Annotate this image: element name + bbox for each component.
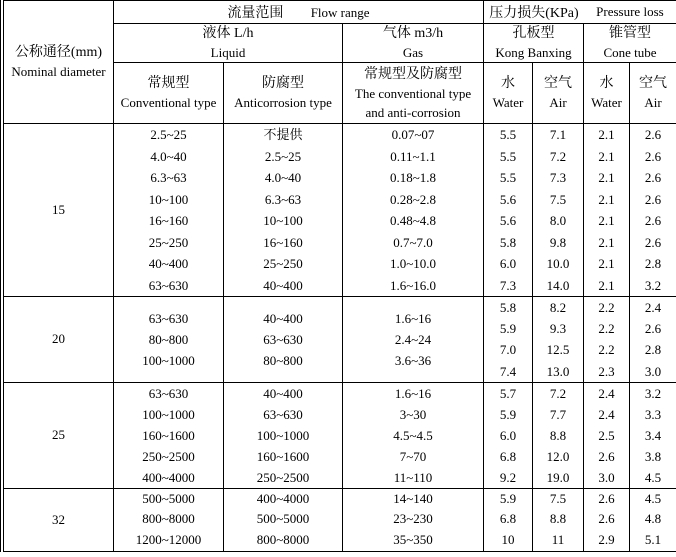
cell-line: 7.3 (533, 167, 583, 189)
pressure-loss-header (484, 1, 676, 24)
cell-line: 5.6 (484, 189, 532, 211)
cell-line: 9.3 (533, 318, 583, 339)
diameter-cell: 15 (4, 124, 114, 297)
diameter-cell: 25 (4, 382, 114, 488)
cell-line: 250~2500 (224, 467, 342, 488)
cell-line: 2.6 (630, 124, 676, 146)
anticorrosion-flow-cell (224, 124, 343, 297)
cell-line: 7.7 (533, 404, 583, 425)
cell-line: 35~350 (343, 530, 483, 551)
conventional-en: Conventional type (114, 93, 223, 112)
cell-line: 6.0 (484, 253, 532, 275)
cell-line: 25~250 (114, 232, 223, 254)
diameter-block-row (4, 382, 676, 488)
cell-line: 2.4 (584, 383, 629, 404)
cell-line: 2.9 (584, 530, 629, 551)
cell-line: 2.5 (584, 425, 629, 446)
cell-line: 16~160 (114, 210, 223, 232)
cell-line: 2.4 (584, 404, 629, 425)
diameter-cell: 20 (4, 297, 114, 383)
cell-line: 63~630 (114, 308, 223, 329)
cell-line: 5.1 (630, 530, 676, 551)
cell-line: 2.1 (584, 146, 629, 168)
cell-line: 7.2 (533, 146, 583, 168)
orifice-air-cell (533, 124, 584, 297)
gas-type-en1: The conventional type (343, 84, 483, 103)
cell-line: 2.6 (584, 446, 629, 467)
cell-line: 1.6~16.0 (343, 275, 483, 297)
cell-line: 0.18~1.8 (343, 167, 483, 189)
table-body (4, 124, 676, 552)
cell-line: 0.48~4.8 (343, 210, 483, 232)
cell-line: 19.0 (533, 467, 583, 488)
cell-line: 6.8 (484, 446, 532, 467)
cell-line: 10.0 (533, 253, 583, 275)
orifice-plate-zh: 孔板型 (484, 24, 583, 43)
cell-line: 7.3 (484, 275, 532, 297)
water-en: Water (484, 93, 532, 112)
cell-line: 2.6 (584, 509, 629, 530)
diameter-block-row (4, 488, 676, 551)
cell-line: 63~630 (114, 383, 223, 404)
conventional-flow-cell (114, 488, 224, 551)
orifice-water-cell (484, 488, 533, 551)
nominal-diameter-header (4, 1, 114, 124)
cell-line: 2.1 (584, 232, 629, 254)
pressure-loss-zh: 压力损失(KPa) (489, 6, 578, 21)
cell-line: 63~630 (114, 275, 223, 297)
cell-line: 40~400 (224, 308, 342, 329)
orifice-water-cell (484, 297, 533, 383)
cell-line: 7.5 (533, 489, 583, 510)
cell-line: 12.0 (533, 446, 583, 467)
cell-line: 7.2 (533, 383, 583, 404)
conventional-type-header (114, 63, 224, 124)
cell-line: 5.8 (484, 297, 532, 318)
gas-type-header (343, 63, 484, 124)
air-en: Air (533, 93, 583, 112)
liquid-zh: 液体 L/h (114, 24, 342, 43)
liquid-en: Liquid (114, 43, 342, 62)
cell-line: 0.11~1.1 (343, 146, 483, 168)
cell-line: 7.0 (484, 339, 532, 360)
cell-line: 100~1000 (114, 404, 223, 425)
air-zh: 空气 (630, 74, 676, 93)
cell-line: 5.5 (484, 146, 532, 168)
cell-line: 4.0~40 (224, 167, 342, 189)
cell-line: 40~400 (114, 253, 223, 275)
orifice-air-cell (533, 488, 584, 551)
water-en: Water (584, 93, 629, 112)
cell-line: 2.4 (630, 297, 676, 318)
conventional-flow-cell (114, 124, 224, 297)
anticorrosion-en: Anticorrosion type (224, 93, 342, 112)
cell-line: 5.9 (484, 404, 532, 425)
cell-line: 800~8000 (224, 530, 342, 551)
cell-line: 9.8 (533, 232, 583, 254)
cell-line: 8.0 (533, 210, 583, 232)
cell-line: 3.0 (630, 361, 676, 382)
cell-line: 2.6 (630, 318, 676, 339)
cell-line: 7.1 (533, 124, 583, 146)
cell-line: 80~800 (224, 350, 342, 371)
cell-line: 5.9 (484, 489, 532, 510)
cell-line: 2.6 (584, 489, 629, 510)
diameter-cell: 32 (4, 488, 114, 551)
orifice-plate-header (484, 24, 584, 63)
cell-line: 10 (484, 530, 532, 551)
cell-line: 0.28~2.8 (343, 189, 483, 211)
header-row-1 (4, 1, 676, 24)
cell-line: 2.2 (584, 297, 629, 318)
cone-water-cell (584, 297, 630, 383)
cell-line: 23~230 (343, 509, 483, 530)
cell-line: 500~5000 (114, 489, 223, 510)
cell-line: 2.2 (584, 339, 629, 360)
cell-line: 5.9 (484, 318, 532, 339)
cell-line: 2.6 (630, 210, 676, 232)
cell-line: 4.0~40 (114, 146, 223, 168)
cell-line: 100~1000 (224, 425, 342, 446)
cone-air-cell (630, 297, 676, 383)
cell-line: 16~160 (224, 232, 342, 254)
cell-line: 11 (533, 530, 583, 551)
cone-tube-zh: 锥管型 (584, 24, 676, 43)
cell-line: 5.8 (484, 232, 532, 254)
cell-line: 2.2 (584, 318, 629, 339)
cell-line: 80~800 (114, 329, 223, 350)
anticorrosion-flow-cell (224, 488, 343, 551)
flow-range-header (114, 1, 484, 24)
gas-en: Gas (343, 43, 483, 62)
gas-type-en2: and anti-corrosion (343, 103, 483, 122)
cone-air-cell (630, 124, 676, 297)
nominal-diameter-en: Nominal diameter (4, 62, 113, 81)
cell-line: 6.3~63 (114, 167, 223, 189)
liquid-header (114, 24, 343, 63)
cell-line: 12.5 (533, 339, 583, 360)
flow-range-pressure-loss-table (3, 0, 676, 552)
cell-line: 2.6 (630, 189, 676, 211)
nominal-diameter-zh: 公称通径(mm) (4, 43, 113, 62)
cell-line: 9.2 (484, 467, 532, 488)
anticorrosion-type-header (224, 63, 343, 124)
cell-line: 11~110 (343, 467, 483, 488)
gas-flow-cell (343, 382, 484, 488)
cell-line: 14.0 (533, 275, 583, 297)
cell-line: 2.5~25 (224, 146, 342, 168)
cell-line: 8.8 (533, 425, 583, 446)
cell-line: 7~70 (343, 446, 483, 467)
cell-line: 0.07~07 (343, 124, 483, 146)
cell-line: 5.7 (484, 383, 532, 404)
cone-water-cell (584, 124, 630, 297)
cell-line: 160~1600 (114, 425, 223, 446)
cell-line: 3.2 (630, 383, 676, 404)
table-header (4, 1, 676, 124)
pressure-loss-en: Pressure loss (596, 4, 664, 19)
cell-line: 3.0 (584, 467, 629, 488)
cell-line: 4.5~4.5 (343, 425, 483, 446)
cone-water-cell (584, 488, 630, 551)
cell-line: 3.6~36 (343, 350, 483, 371)
orifice-water-header (484, 63, 533, 124)
cell-line: 8.2 (533, 297, 583, 318)
gas-flow-cell (343, 297, 484, 383)
conventional-flow-cell (114, 382, 224, 488)
cell-line: 3.4 (630, 425, 676, 446)
cell-line: 7.5 (533, 189, 583, 211)
cell-line: 63~630 (224, 404, 342, 425)
cell-line: 40~400 (224, 383, 342, 404)
cell-line: 3~30 (343, 404, 483, 425)
cell-line: 10~100 (224, 210, 342, 232)
cell-line: 0.7~7.0 (343, 232, 483, 254)
cell-line: 500~5000 (224, 509, 342, 530)
air-zh: 空气 (533, 74, 583, 93)
anticorrosion-flow-cell (224, 297, 343, 383)
cell-line: 2.1 (584, 167, 629, 189)
cone-water-header (584, 63, 630, 124)
anticorrosion-flow-cell (224, 382, 343, 488)
cell-line: 40~400 (224, 275, 342, 297)
cell-line: 4.5 (630, 467, 676, 488)
cell-line: 1.0~10.0 (343, 253, 483, 275)
cell-line: 1200~12000 (114, 530, 223, 551)
water-zh: 水 (484, 74, 532, 93)
cell-line: 1.6~16 (343, 308, 483, 329)
cell-line: 5.5 (484, 167, 532, 189)
cell-line: 13.0 (533, 361, 583, 382)
flow-range-en: Flow range (311, 5, 370, 20)
cone-air-cell (630, 382, 676, 488)
cell-line: 3.8 (630, 446, 676, 467)
orifice-water-cell (484, 124, 533, 297)
cell-line: 63~630 (224, 329, 342, 350)
cell-line: 100~1000 (114, 350, 223, 371)
cell-line: 5.5 (484, 124, 532, 146)
gas-type-zh: 常规型及防腐型 (343, 65, 483, 84)
cell-line: 10~100 (114, 189, 223, 211)
cell-line: 不提供 (224, 124, 342, 146)
gas-header (343, 24, 484, 63)
cell-line: 4.5 (630, 489, 676, 510)
gas-flow-cell (343, 488, 484, 551)
cell-line: 4.8 (630, 509, 676, 530)
air-en: Air (630, 93, 676, 112)
cone-water-cell (584, 382, 630, 488)
cell-line: 2.6 (630, 167, 676, 189)
diameter-block-row (4, 124, 676, 297)
gas-zh: 气体 m3/h (343, 24, 483, 43)
cell-line: 7.4 (484, 361, 532, 382)
cell-line: 3.3 (630, 404, 676, 425)
orifice-air-header (533, 63, 584, 124)
cone-tube-header (584, 24, 676, 63)
orifice-air-cell (533, 382, 584, 488)
orifice-plate-en: Kong Banxing (484, 43, 583, 62)
cell-line: 400~4000 (224, 489, 342, 510)
cell-line: 25~250 (224, 253, 342, 275)
cell-line: 2.1 (584, 124, 629, 146)
cell-line: 2.8 (630, 253, 676, 275)
cone-air-header (630, 63, 676, 124)
flow-range-zh: 流量范围 (227, 6, 283, 21)
cell-line: 5.6 (484, 210, 532, 232)
cone-tube-en: Cone tube (584, 43, 676, 62)
cell-line: 800~8000 (114, 509, 223, 530)
cell-line: 6.0 (484, 425, 532, 446)
orifice-air-cell (533, 297, 584, 383)
cell-line: 6.8 (484, 509, 532, 530)
cell-line: 2.8 (630, 339, 676, 360)
cell-line: 2.4~24 (343, 329, 483, 350)
anticorrosion-zh: 防腐型 (224, 74, 342, 93)
cell-line: 3.2 (630, 275, 676, 297)
cone-air-cell (630, 488, 676, 551)
cell-line: 1.6~16 (343, 383, 483, 404)
cell-line: 14~140 (343, 489, 483, 510)
cell-line: 2.1 (584, 210, 629, 232)
gas-flow-cell (343, 124, 484, 297)
orifice-water-cell (484, 382, 533, 488)
water-zh: 水 (584, 74, 629, 93)
cell-line: 400~4000 (114, 467, 223, 488)
cell-line: 2.1 (584, 275, 629, 297)
cell-line: 2.6 (630, 146, 676, 168)
cell-line: 2.1 (584, 189, 629, 211)
cell-line: 160~1600 (224, 446, 342, 467)
cell-line: 2.5~25 (114, 124, 223, 146)
diameter-block-row (4, 297, 676, 383)
cell-line: 2.3 (584, 361, 629, 382)
cell-line: 2.6 (630, 232, 676, 254)
cell-line: 250~2500 (114, 446, 223, 467)
conventional-flow-cell (114, 297, 224, 383)
cell-line: 6.3~63 (224, 189, 342, 211)
conventional-zh: 常规型 (114, 74, 223, 93)
cell-line: 8.8 (533, 509, 583, 530)
cell-line: 2.1 (584, 253, 629, 275)
